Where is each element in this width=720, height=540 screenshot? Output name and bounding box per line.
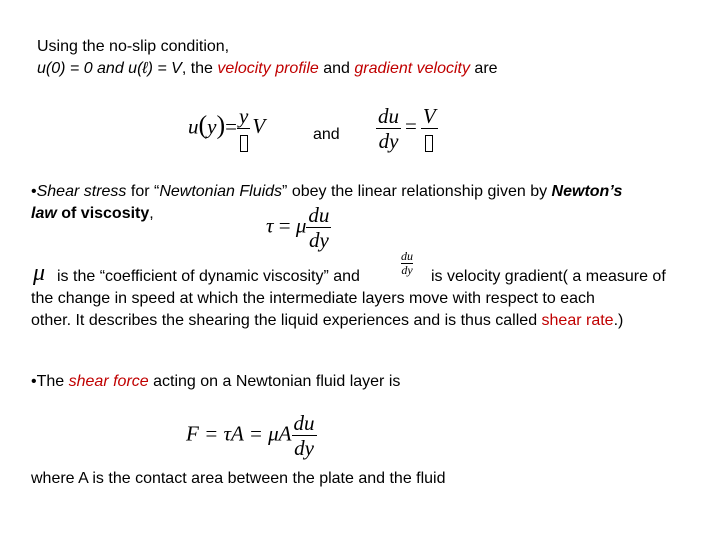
- denominator: [237, 128, 250, 153]
- text: ” obey the linear relationship given by: [282, 183, 552, 200]
- velocity-profile-equation: [188, 104, 265, 153]
- eq-paren-open: (: [198, 110, 208, 140]
- gradient-velocity-term: gradient velocity: [354, 60, 470, 77]
- text: ,: [149, 205, 154, 222]
- text: acting on a Newtonian fluid layer is: [148, 373, 401, 390]
- F-symbol: F: [186, 421, 199, 446]
- shear-force-line: [31, 371, 400, 392]
- eq-equals: =: [278, 213, 291, 238]
- fraction-y-over-l: [237, 104, 250, 153]
- shear-force-term: shear force: [68, 373, 149, 390]
- eq-u: u: [188, 114, 199, 139]
- denominator: dy: [376, 128, 401, 153]
- mu-symbol: μ: [295, 213, 307, 238]
- equation-middle: = τA = μA: [204, 421, 292, 446]
- eq-V: V: [252, 114, 266, 139]
- fraction-du-dy: [306, 203, 331, 252]
- shear-force-equation: [186, 411, 317, 460]
- bullet: •: [31, 373, 37, 390]
- fraction-du-dy: [376, 104, 401, 153]
- mu-para-line-1-end: is velocity gradient( a measure of: [431, 268, 666, 285]
- intro-text: and: [318, 60, 355, 77]
- numerator: V: [422, 104, 436, 128]
- numerator: y: [239, 104, 249, 128]
- numerator: du: [378, 104, 399, 128]
- and-label: and: [313, 126, 340, 143]
- viscosity-term: of viscosity: [56, 205, 150, 222]
- denominator: dy: [306, 227, 331, 252]
- ell-glyph: [240, 135, 248, 152]
- shear-rate-term: shear rate: [541, 312, 614, 329]
- bullet: •: [31, 183, 37, 200]
- numerator: du: [401, 249, 413, 263]
- denominator: dy: [292, 435, 317, 460]
- gradient-equation: [376, 104, 438, 153]
- newton-viscosity-equation: [266, 203, 331, 252]
- velocity-profile-term: velocity profile: [217, 60, 319, 77]
- shear-stress-line-1: [31, 181, 622, 202]
- small-du-dy-fraction: [401, 250, 413, 277]
- mu-para-line-2: the change in speed at which the intermediate layers move with respect to each: [31, 290, 595, 307]
- intro-text: are: [469, 60, 498, 77]
- eq-equals: =: [405, 114, 417, 139]
- numerator: du: [308, 203, 330, 227]
- mu-definition-text: is the “coefficient of dynamic viscosity” and: [57, 268, 360, 285]
- shear-stress-line-2: [31, 203, 154, 224]
- text: .): [613, 312, 624, 329]
- ell-glyph: [425, 135, 433, 152]
- eq-equals: =: [225, 114, 238, 139]
- text: other. It describes the shearing the liquid experiences and is thus called: [31, 312, 542, 329]
- mu-para-line-3: [31, 310, 623, 331]
- eq-y: y: [207, 114, 217, 139]
- newtonian-fluids-term: Newtonian Fluids: [159, 183, 283, 200]
- intro-line-1: Using the no-slip condition,: [37, 38, 230, 55]
- law-term: law: [31, 205, 57, 222]
- closing-line: where A is the contact area between the plate and the fluid: [31, 470, 446, 487]
- newtons-term: Newton’s: [551, 183, 623, 200]
- text: The: [36, 373, 69, 390]
- eq-paren-close: ): [216, 110, 226, 140]
- denominator: dy: [401, 263, 413, 277]
- fraction-du-dy: [292, 411, 317, 460]
- shear-stress-term: Shear stress: [36, 183, 127, 200]
- mu-symbol: μ: [33, 260, 46, 286]
- fraction-V-over-l: [421, 104, 438, 153]
- numerator: du: [293, 411, 315, 435]
- intro-line-2: [37, 58, 498, 79]
- tau-symbol: τ: [266, 213, 274, 238]
- boundary-conditions: u(0) = 0 and u(ℓ) = V: [37, 60, 182, 77]
- text: for “: [126, 183, 160, 200]
- intro-text: , the: [181, 60, 218, 77]
- denominator: [421, 128, 438, 153]
